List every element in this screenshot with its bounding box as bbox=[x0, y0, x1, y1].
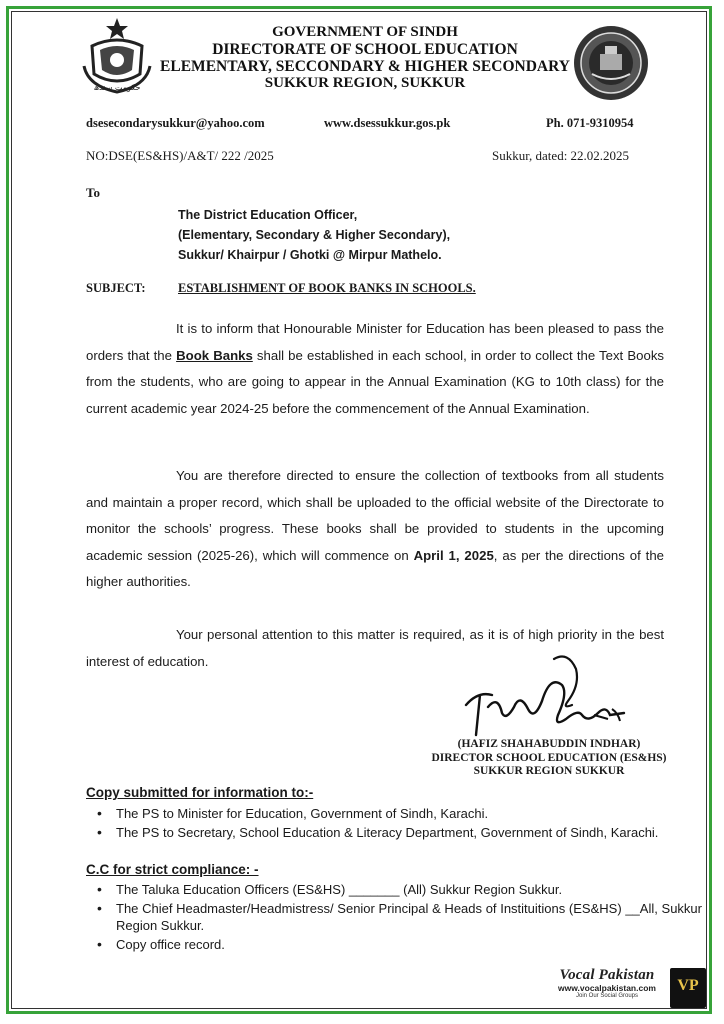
header-levels: ELEMENTARY, SECCONDARY & HIGHER SECONDARY bbox=[160, 58, 570, 75]
signature-block bbox=[404, 738, 694, 779]
list-item: • The PS to Secretary, School Education & Literacy Department, Government of Sindh, Karachi. bbox=[116, 824, 702, 841]
book-banks-emphasis: Book Banks bbox=[176, 347, 253, 363]
watermark-url[interactable]: www.vocalpakistan.com bbox=[558, 983, 656, 993]
header-directorate: DIRECTORATE OF SCHOOL EDUCATION bbox=[212, 41, 518, 58]
handwritten-signature bbox=[458, 655, 638, 741]
copy-list bbox=[86, 805, 702, 843]
address-line: (Elementary, Secondary & Higher Secondary), bbox=[178, 228, 451, 242]
svg-text:حکومت سندھ: حکومت سندھ bbox=[93, 83, 141, 92]
list-item: • The Chief Headmaster/Headmistress/ Senior Principal & Heads of Instituitions (ES&HS) __All, Sukkur Region Sukkur. bbox=[116, 900, 702, 934]
address-line: The District Education Officer, bbox=[178, 208, 358, 222]
body-paragraph-3: Your personal attention to this matter is required, as it is of high priority in the best interest of education. bbox=[86, 627, 664, 669]
letter-date: Sukkur, dated: 22.02.2025 bbox=[492, 148, 630, 163]
list-item: • Copy office record. bbox=[116, 936, 702, 953]
cc-heading: C.C for strict compliance: - bbox=[86, 862, 259, 877]
header-government: GOVERNMENT OF SINDH bbox=[272, 24, 458, 40]
signatory-name: (HAFIZ SHAHABUDDIN INDHAR) bbox=[457, 738, 641, 750]
recipient-address bbox=[178, 205, 450, 265]
watermark-join: Join Our Social Groups bbox=[575, 993, 639, 999]
watermark-title: Vocal Pakistan bbox=[559, 967, 655, 983]
commence-date-emphasis: April 1, 2025 bbox=[413, 547, 494, 563]
sindh-government-emblem bbox=[78, 16, 156, 96]
letterhead bbox=[150, 24, 580, 92]
reference-number: NO:DSE(ES&HS)/A&T/ 222 /2025 bbox=[86, 148, 274, 163]
vp-logo-icon: VP bbox=[670, 968, 706, 1008]
subject-label: SUBJECT: bbox=[86, 281, 146, 295]
subject-text: ESTABLISHMENT OF BOOK BANKS IN SCHOOLS. bbox=[178, 281, 476, 295]
signatory-office: SUKKUR REGION SUKKUR bbox=[473, 765, 625, 777]
list-item: • The PS to Minister for Education, Government of Sindh, Karachi. bbox=[116, 805, 702, 822]
body-paragraph-2: You are therefore directed to ensure the collection of textbooks from all students and maintain a proper record, which shall be uploaded to the official website of the Directorate to monitor the schools’ progress. These books shall be provided to students in the upcoming academic session (2025-26), which will commence on April 1, 2025, as per the directions of the higher authorities. bbox=[86, 468, 665, 589]
body-paragraph-1: It is to inform that Honourable Minister for Education has been pleased to pass the orders that the Book Banks shall be established in each school, in order to collect the Text Books from the students, who are going to appear in the Annual Examination (KG to 10th class) for the current academic year 2024-25 before the commencement of the Annual Examination. bbox=[86, 321, 665, 416]
contact-phone: Ph. 071-9310954 bbox=[546, 116, 634, 130]
cc-list bbox=[86, 881, 702, 955]
vocal-pakistan-watermark[interactable] bbox=[548, 967, 708, 1011]
address-line: Sukkur/ Khairpur / Ghotki @ Mirpur Mathelo. bbox=[178, 248, 442, 262]
contact-email[interactable]: dsesecondarysukkur@yahoo.com bbox=[86, 116, 265, 130]
header-region: SUKKUR REGION, SUKKUR bbox=[264, 75, 466, 91]
signatory-title: DIRECTOR SCHOOL EDUCATION (ES&HS) bbox=[431, 751, 667, 764]
copy-heading: Copy submitted for information to:- bbox=[86, 785, 314, 800]
contact-website[interactable]: www.dsessukkur.gos.pk bbox=[324, 116, 451, 130]
list-item: • The Taluka Education Officers (ES&HS) _______ (All) Sukkur Region Sukkur. bbox=[116, 881, 702, 898]
directorate-seal bbox=[572, 24, 650, 102]
to-label: To bbox=[86, 185, 100, 200]
